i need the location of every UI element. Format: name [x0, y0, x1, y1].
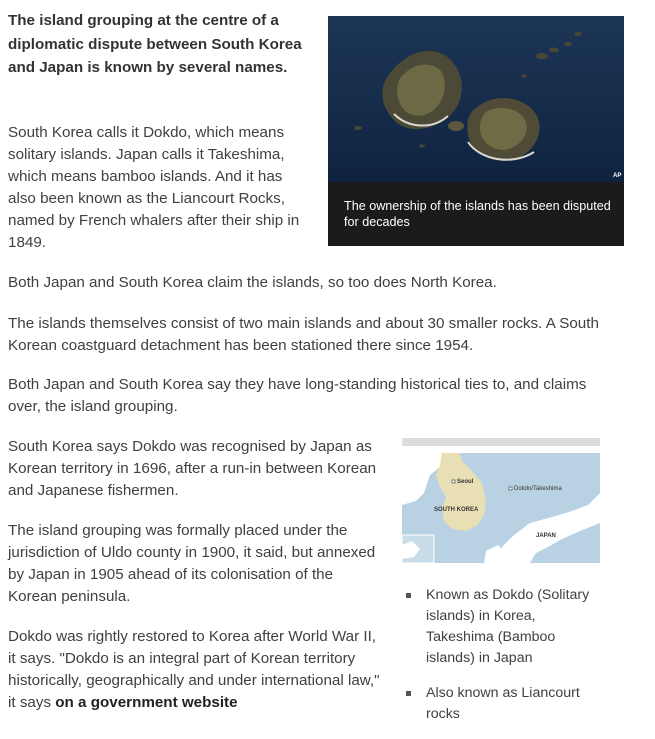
dokdo-label: Dokdo/Takeshima [514, 486, 562, 492]
article-paragraph: South Korea says Dokdo was recognised by Japan as Korean territory in 1696, after a run-in between Korean and Japanese fishermen. [8, 438, 377, 499]
government-website-link[interactable]: on a government website [55, 694, 238, 711]
factbox-item-text: Also known as Liancourt rocks [426, 685, 580, 722]
dokdo-marker [509, 487, 512, 490]
article-paragraph: Both Japan and South Korea claim the islands, so too does North Korea. [8, 274, 497, 291]
dokdo-location-map [402, 453, 600, 563]
factbox-list [404, 585, 604, 739]
photo-caption: The ownership of the islands has been disputed for decades [344, 199, 611, 229]
article-paragraph: The island grouping was formally placed under the jurisdiction of Uldo county in 1900, it said, but annexed by Japan in 1905 ahead of its colonisation of the Korean peninsula. [8, 522, 376, 605]
paragraph-text: Dokdo was rightly restored to Korea after World War II, it says. "Dokdo is an integral part of Korean territory historically, geographically and under international law," it says [8, 628, 380, 711]
factbox-item [404, 585, 604, 669]
south-korea-label: SOUTH KOREA [434, 507, 479, 513]
bullet-icon [406, 691, 411, 696]
article-intro: The island grouping at the centre of a diplomatic dispute between South Korea and Japan is known by several names. [8, 12, 302, 76]
japan-label: JAPAN [536, 533, 556, 539]
article-paragraph: South Korea calls it Dokdo, which means solitary islands. Japan calls it Takeshima, which means bamboo islands. And it has also been known as the Liancourt Rocks, named by French whalers after their ship in 1849. [8, 124, 300, 251]
article-paragraph: Both Japan and South Korea say they have long-standing historical ties to, and claims over, the island grouping. [8, 376, 587, 415]
article-paragraph [8, 626, 383, 714]
photo-credit: AP [613, 173, 622, 179]
article-paragraph: The islands themselves consist of two main islands and about 30 smaller rocks. A South Korean coastguard detachment has been stationed there since 1954. [8, 315, 599, 354]
islands-photo [328, 16, 624, 182]
factbox-item [404, 683, 604, 725]
map-top-bar [402, 438, 600, 446]
bullet-icon [406, 593, 411, 598]
photo-figure [328, 16, 624, 246]
seoul-marker [452, 480, 455, 483]
factbox-item-text: Known as Dokdo (Solitary islands) in Korea, Takeshima (Bamboo islands) in Japan [426, 587, 590, 666]
seoul-label: Seoul [457, 479, 474, 485]
